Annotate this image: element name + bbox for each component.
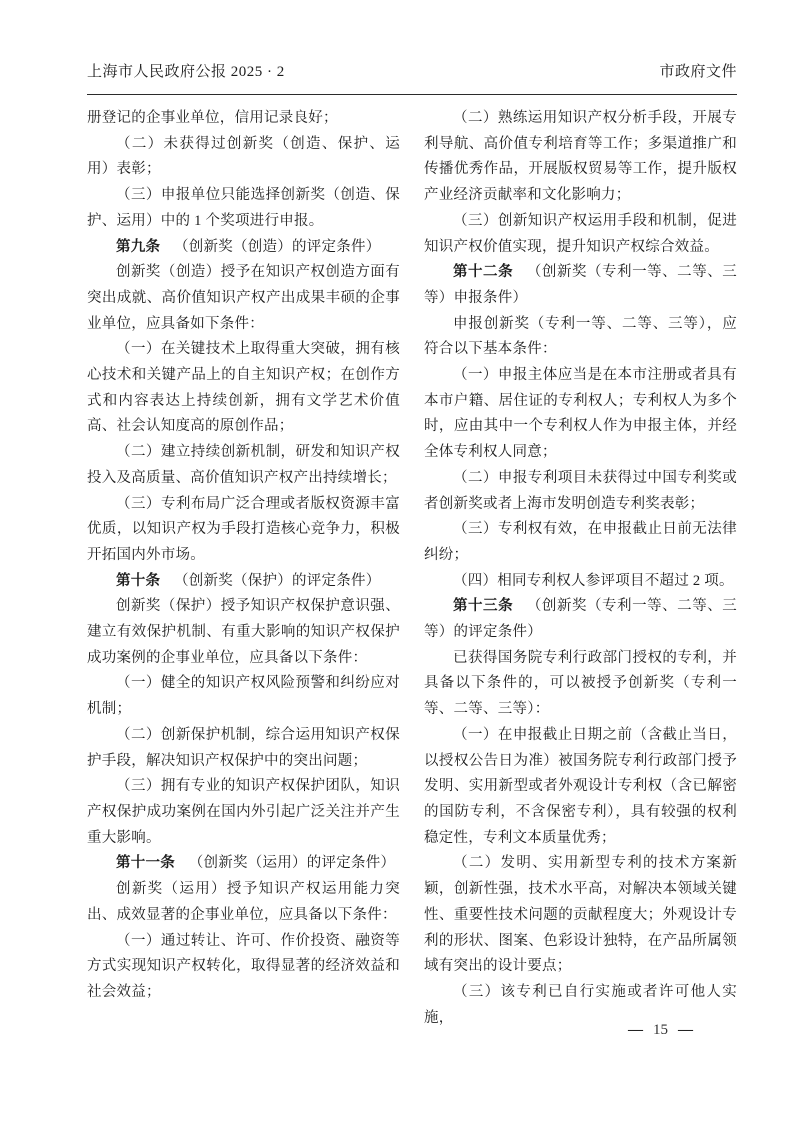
article-number: 第十三条 (453, 598, 514, 615)
article-heading (424, 594, 737, 645)
paragraph: （二）建立持续创新机制，研发和知识产权投入及高质量、高价值知识产权产出持续增长； (87, 444, 400, 486)
page-footer (628, 1022, 693, 1039)
article-number: 第十二条 (453, 264, 514, 281)
paragraph: 已获得国务院专利行政部门授权的专利，并具备以下条件的，可以被授予创新奖（专利一等、二等、三等）： (424, 649, 737, 718)
article-title: （创新奖（运用）的评定条件） (188, 855, 396, 872)
article-heading (87, 569, 400, 595)
paragraph: （一）在申报截止日期之前（含截止当日，以授权公告日为准）被国务院专利行政部门授予发明、实用新型或者外观设计专利权（含已解密的国防专利，不含保密专利），具有较强的权利稳定性，专利文本质量优秀； (424, 726, 737, 846)
footer-dash-left: — (628, 1022, 643, 1038)
column-left (87, 106, 400, 1031)
paragraph: （二）熟练运用知识产权分析手段，开展专利导航、高价值专利培育等工作；多渠道推广和传播优秀作品，开展版权贸易等工作，提升版权产业经济贡献率和文化影响力； (424, 110, 737, 204)
paragraph: 创新奖（保护）授予知识产权保护意识强、建立有效保护机制、有重大影响的知识产权保护成功案例的企事业单位，应具备以下条件： (87, 598, 400, 666)
article-number: 第十一条 (116, 855, 175, 872)
article-number: 第十条 (116, 572, 161, 589)
paragraph: （三）专利布局广泛合理或者版权资源丰富优质，以知识产权为手段打造核心竞争力，积极开拓国内外市场。 (87, 495, 400, 563)
article-heading (87, 851, 400, 877)
page-number: 15 (653, 1022, 668, 1038)
paragraph: （三）申报单位只能选择创新奖（创造、保护、运用）中的 1 个奖项进行申报。 (87, 187, 400, 229)
page-header (87, 60, 737, 81)
header-rule (87, 94, 737, 95)
paragraph: （二）申报专利项目未获得过中国专利奖或者创新奖或者上海市发明创造专利奖表彰； (424, 469, 737, 512)
paragraph: （一）健全的知识产权风险预警和纠纷应对机制； (87, 675, 400, 718)
header-section-label: 市政府文件 (659, 64, 737, 80)
paragraph: （三）专利权有效，在申报截止日前无法律纠纷； (424, 521, 737, 563)
paragraph: 申报创新奖（专利一等、二等、三等），应符合以下基本条件： (424, 315, 737, 358)
paragraph: 创新奖（创造）授予在知识产权创造方面有突出成就、高价值知识产权产出成果丰硕的企事业单位，应具备如下条件： (87, 264, 400, 332)
article-title: （创新奖（专利一等、二等、三等）申报条件） (424, 264, 738, 306)
paragraph: （四）相同专利权人参评项目不超过 2 项。 (453, 572, 734, 589)
article-heading (87, 235, 400, 261)
document-body (87, 106, 737, 1031)
paragraph: （三）创新知识产权运用手段和机制，促进知识产权价值实现，提升知识产权综合效益。 (424, 212, 737, 255)
article-heading (424, 260, 737, 311)
article-number: 第九条 (116, 238, 161, 255)
paragraph: （三）该专利已自行实施或者许可他人实施， (424, 983, 737, 1026)
article-title: （创新奖（保护）的评定条件） (174, 572, 381, 589)
paragraph: （一）申报主体应当是在本市注册或者具有本市户籍、居住证的专利权人；专利权人为多个时，应由其中一个专利权人作为申报主体，并经全体专利权人同意； (424, 367, 737, 461)
article-title: （创新奖（创造）的评定条件） (174, 238, 381, 255)
header-gazette-title: 上海市人民政府公报 2025 · 2 (87, 64, 285, 80)
column-right (424, 106, 737, 1031)
footer-dash-right: — (678, 1022, 693, 1038)
paragraph: （二）创新保护机制，综合运用知识产权保护手段，解决知识产权保护中的突出问题； (87, 726, 400, 769)
paragraph: （三）拥有专业的知识产权保护团队，知识产权保护成功案例在国内外引起广泛关注并产生重大影响。 (87, 778, 400, 846)
paragraph: （二）未获得过创新奖（创造、保护、运用）表彰； (87, 135, 400, 178)
paragraph: 创新奖（运用）授予知识产权运用能力突出、成效显著的企事业单位，应具备以下条件： (87, 881, 400, 923)
paragraph: （一）在关键技术上取得重大突破，拥有核心技术和关键产品上的自主知识产权；在创作方式和内容表达上持续创新，拥有文学艺术价值高、社会认知度高的原创作品； (87, 341, 400, 435)
paragraph: （一）通过转让、许可、作价投资、融资等方式实现知识产权转化，取得显著的经济效益和社会效益； (87, 932, 400, 1000)
paragraph: 册登记的企事业单位，信用记录良好； (87, 110, 338, 126)
paragraph: （二）发明、实用新型专利的技术方案新颖，创新性强，技术水平高，对解决本领域关键性、重要性技术问题的贡献程度大；外观设计专利的形状、图案、色彩设计独特，在产品所属领域有突出的设计要点； (424, 855, 737, 975)
article-title: （创新奖（专利一等、二等、三等）的评定条件） (424, 598, 738, 641)
